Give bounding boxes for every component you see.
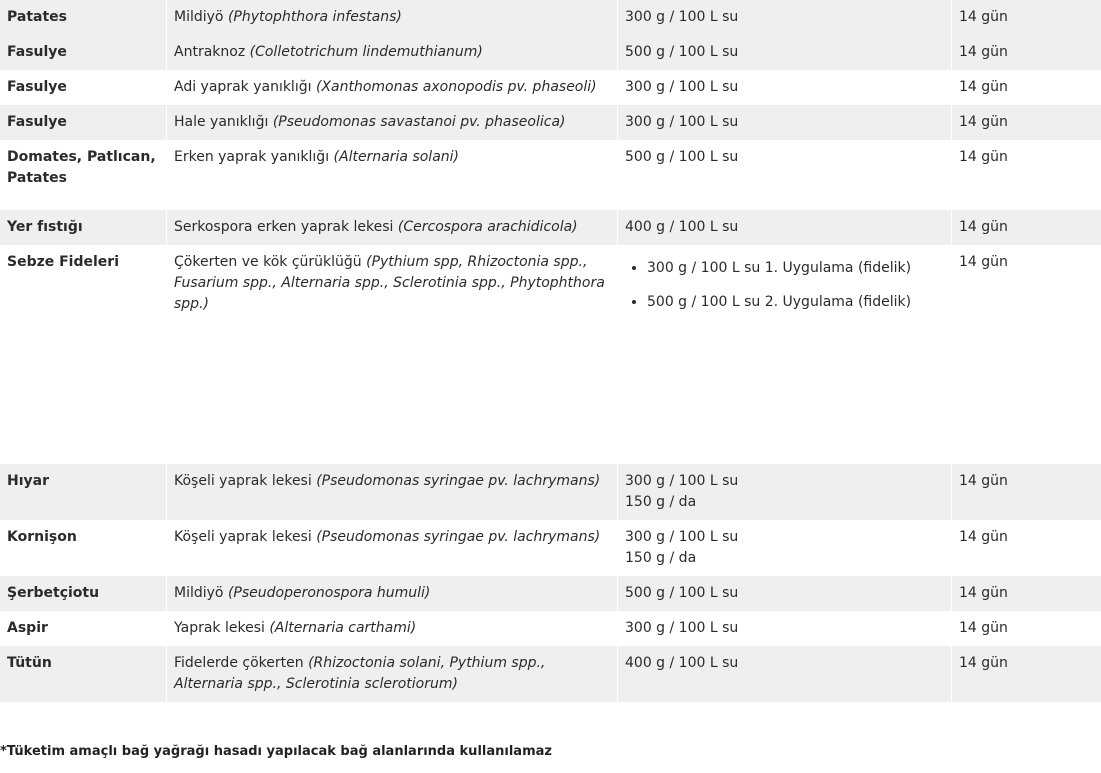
disease-cell [166,70,617,105]
dose-line: 150 g / da [625,494,697,510]
disease-name: Mildiyö [174,9,228,25]
table-row [0,646,1101,702]
disease-cell [166,520,617,576]
interval-cell: 14 gün [951,140,1101,210]
table-row [0,611,1101,646]
dose-line: 300 g / 100 L su [625,9,739,25]
dose-line: 300 g / 100 L su [625,529,739,545]
pathogen-name: (Pseudoperonospora humuli) [227,585,431,601]
disease-cell [166,245,617,464]
dose-cell [617,611,951,646]
crop-cell: Fasulye [0,105,166,140]
crop-cell: Patates [0,0,166,35]
disease-name: Mildiyö [174,585,228,601]
disease-cell [166,0,617,35]
crop-cell: Domates, Patlıcan, Patates [7,149,156,186]
crop-cell: Kornişon [7,529,77,545]
dose-cell [617,520,951,576]
dose-line: 500 g / 100 L su [625,44,739,60]
table-row [0,35,1101,70]
dose-list-item: • 500 g / 100 L su 2. Uygulama (fidelik) [647,292,944,313]
table-row [0,464,1101,520]
disease-name: Erken yaprak yanıklığı [174,149,334,165]
table-row [0,105,1101,140]
dose-cell [617,105,951,140]
dose-list [625,258,944,313]
crop-cell: Tütün [0,646,166,702]
dose-line: 500 g / 100 L su [625,149,739,165]
disease-cell [166,464,617,520]
interval-cell: 14 gün [951,464,1101,520]
dose-line: 300 g / 100 L su [625,114,739,130]
dose-line: 400 g / 100 L su [625,219,739,235]
dose-cell [617,70,951,105]
pathogen-name: (Xanthomonas axonopodis pv. phaseoli) [315,79,597,95]
table-row [0,140,1101,210]
disease-name: Yaprak lekesi [174,620,270,636]
disease-name: Serkospora erken yaprak lekesi [174,219,398,235]
pathogen-name: (Alternaria solani) [333,149,459,165]
dose-line: 300 g / 100 L su [625,620,739,636]
disease-name: Köşeli yaprak lekesi [174,473,317,489]
table-row [0,245,1101,464]
footnote: *Tüketim amaçlı bağ yağrağı hasadı yapılacak bağ alanlarında kullanılamaz [0,744,552,759]
dose-cell [617,576,951,611]
table-row [0,70,1101,105]
disease-cell [166,611,617,646]
dose-line: 400 g / 100 L su [625,655,739,671]
pathogen-name: (Cercospora arachidicola) [397,219,578,235]
dose-cell [617,35,951,70]
dose-cell [617,140,951,210]
pathogen-name: (Rhizoctonia solani, Pythium spp., Alternaria spp., Sclerotinia sclerotiorum) [174,655,546,692]
dose-cell [617,245,951,464]
interval-cell: 14 gün [951,646,1101,702]
pathogen-name: (Pseudomonas savastanoi pv. phaseolica) [272,114,566,130]
disease-cell [166,576,617,611]
disease-name: Köşeli yaprak lekesi [174,529,317,545]
crop-cell: Aspir [7,620,48,636]
disease-cell [166,210,617,245]
table-row [0,0,1101,35]
disease-cell [166,35,617,70]
disease-name: Hale yanıklığı [174,114,273,130]
disease-name: Fidelerde çökerten [174,655,309,671]
disease-name: Antraknoz [174,44,250,60]
dose-line: 300 g / 100 L su [625,79,739,95]
interval-cell: 14 gün [951,520,1101,576]
disease-cell [166,646,617,702]
dose-line: 300 g / 100 L su [625,473,739,489]
dose-cell [617,0,951,35]
crop-cell: Sebze Fideleri [7,254,119,270]
disease-name: Adi yaprak yanıklığı [174,79,316,95]
dose-line: 500 g / 100 L su [625,585,739,601]
dose-cell [617,210,951,245]
pathogen-name: (Phytophthora infestans) [227,9,402,25]
crop-cell: Fasulye [0,35,166,70]
pathogen-name: (Colletotrichum lindemuthianum) [249,44,483,60]
dose-line: 150 g / da [625,550,697,566]
interval-cell: 14 gün [951,35,1101,70]
crop-cell: Şerbetçiotu [0,576,166,611]
table-row [0,576,1101,611]
crop-cell: Fasulye [7,79,67,95]
disease-name: Çökerten ve kök çürüklüğü [174,254,367,270]
pathogen-name: (Pseudomonas syringae pv. lachrymans) [316,529,601,545]
interval-cell: 14 gün [951,70,1101,105]
pathogen-name: (Alternaria carthami) [269,620,417,636]
dose-list-item: • 300 g / 100 L su 1. Uygulama (fidelik) [647,258,944,279]
dose-cell [617,464,951,520]
crop-cell: Hıyar [0,464,166,520]
table-row [0,210,1101,245]
interval-cell: 14 gün [951,105,1101,140]
interval-cell: 14 gün [951,0,1101,35]
table-row [0,520,1101,576]
crop-cell: Yer fıstığı [0,210,166,245]
disease-cell [166,105,617,140]
pathogen-name: (Pseudomonas syringae pv. lachrymans) [316,473,601,489]
interval-cell: 14 gün [951,611,1101,646]
interval-cell: 14 gün [951,576,1101,611]
interval-cell: 14 gün [951,210,1101,245]
disease-cell [166,140,617,210]
pathogen-name: (Pythium spp, Rhizoctonia spp., Fusarium spp., Alternaria spp., Sclerotinia spp., Phytophthora spp.) [174,254,605,312]
dose-cell [617,646,951,702]
interval-cell: 14 gün [951,245,1101,464]
